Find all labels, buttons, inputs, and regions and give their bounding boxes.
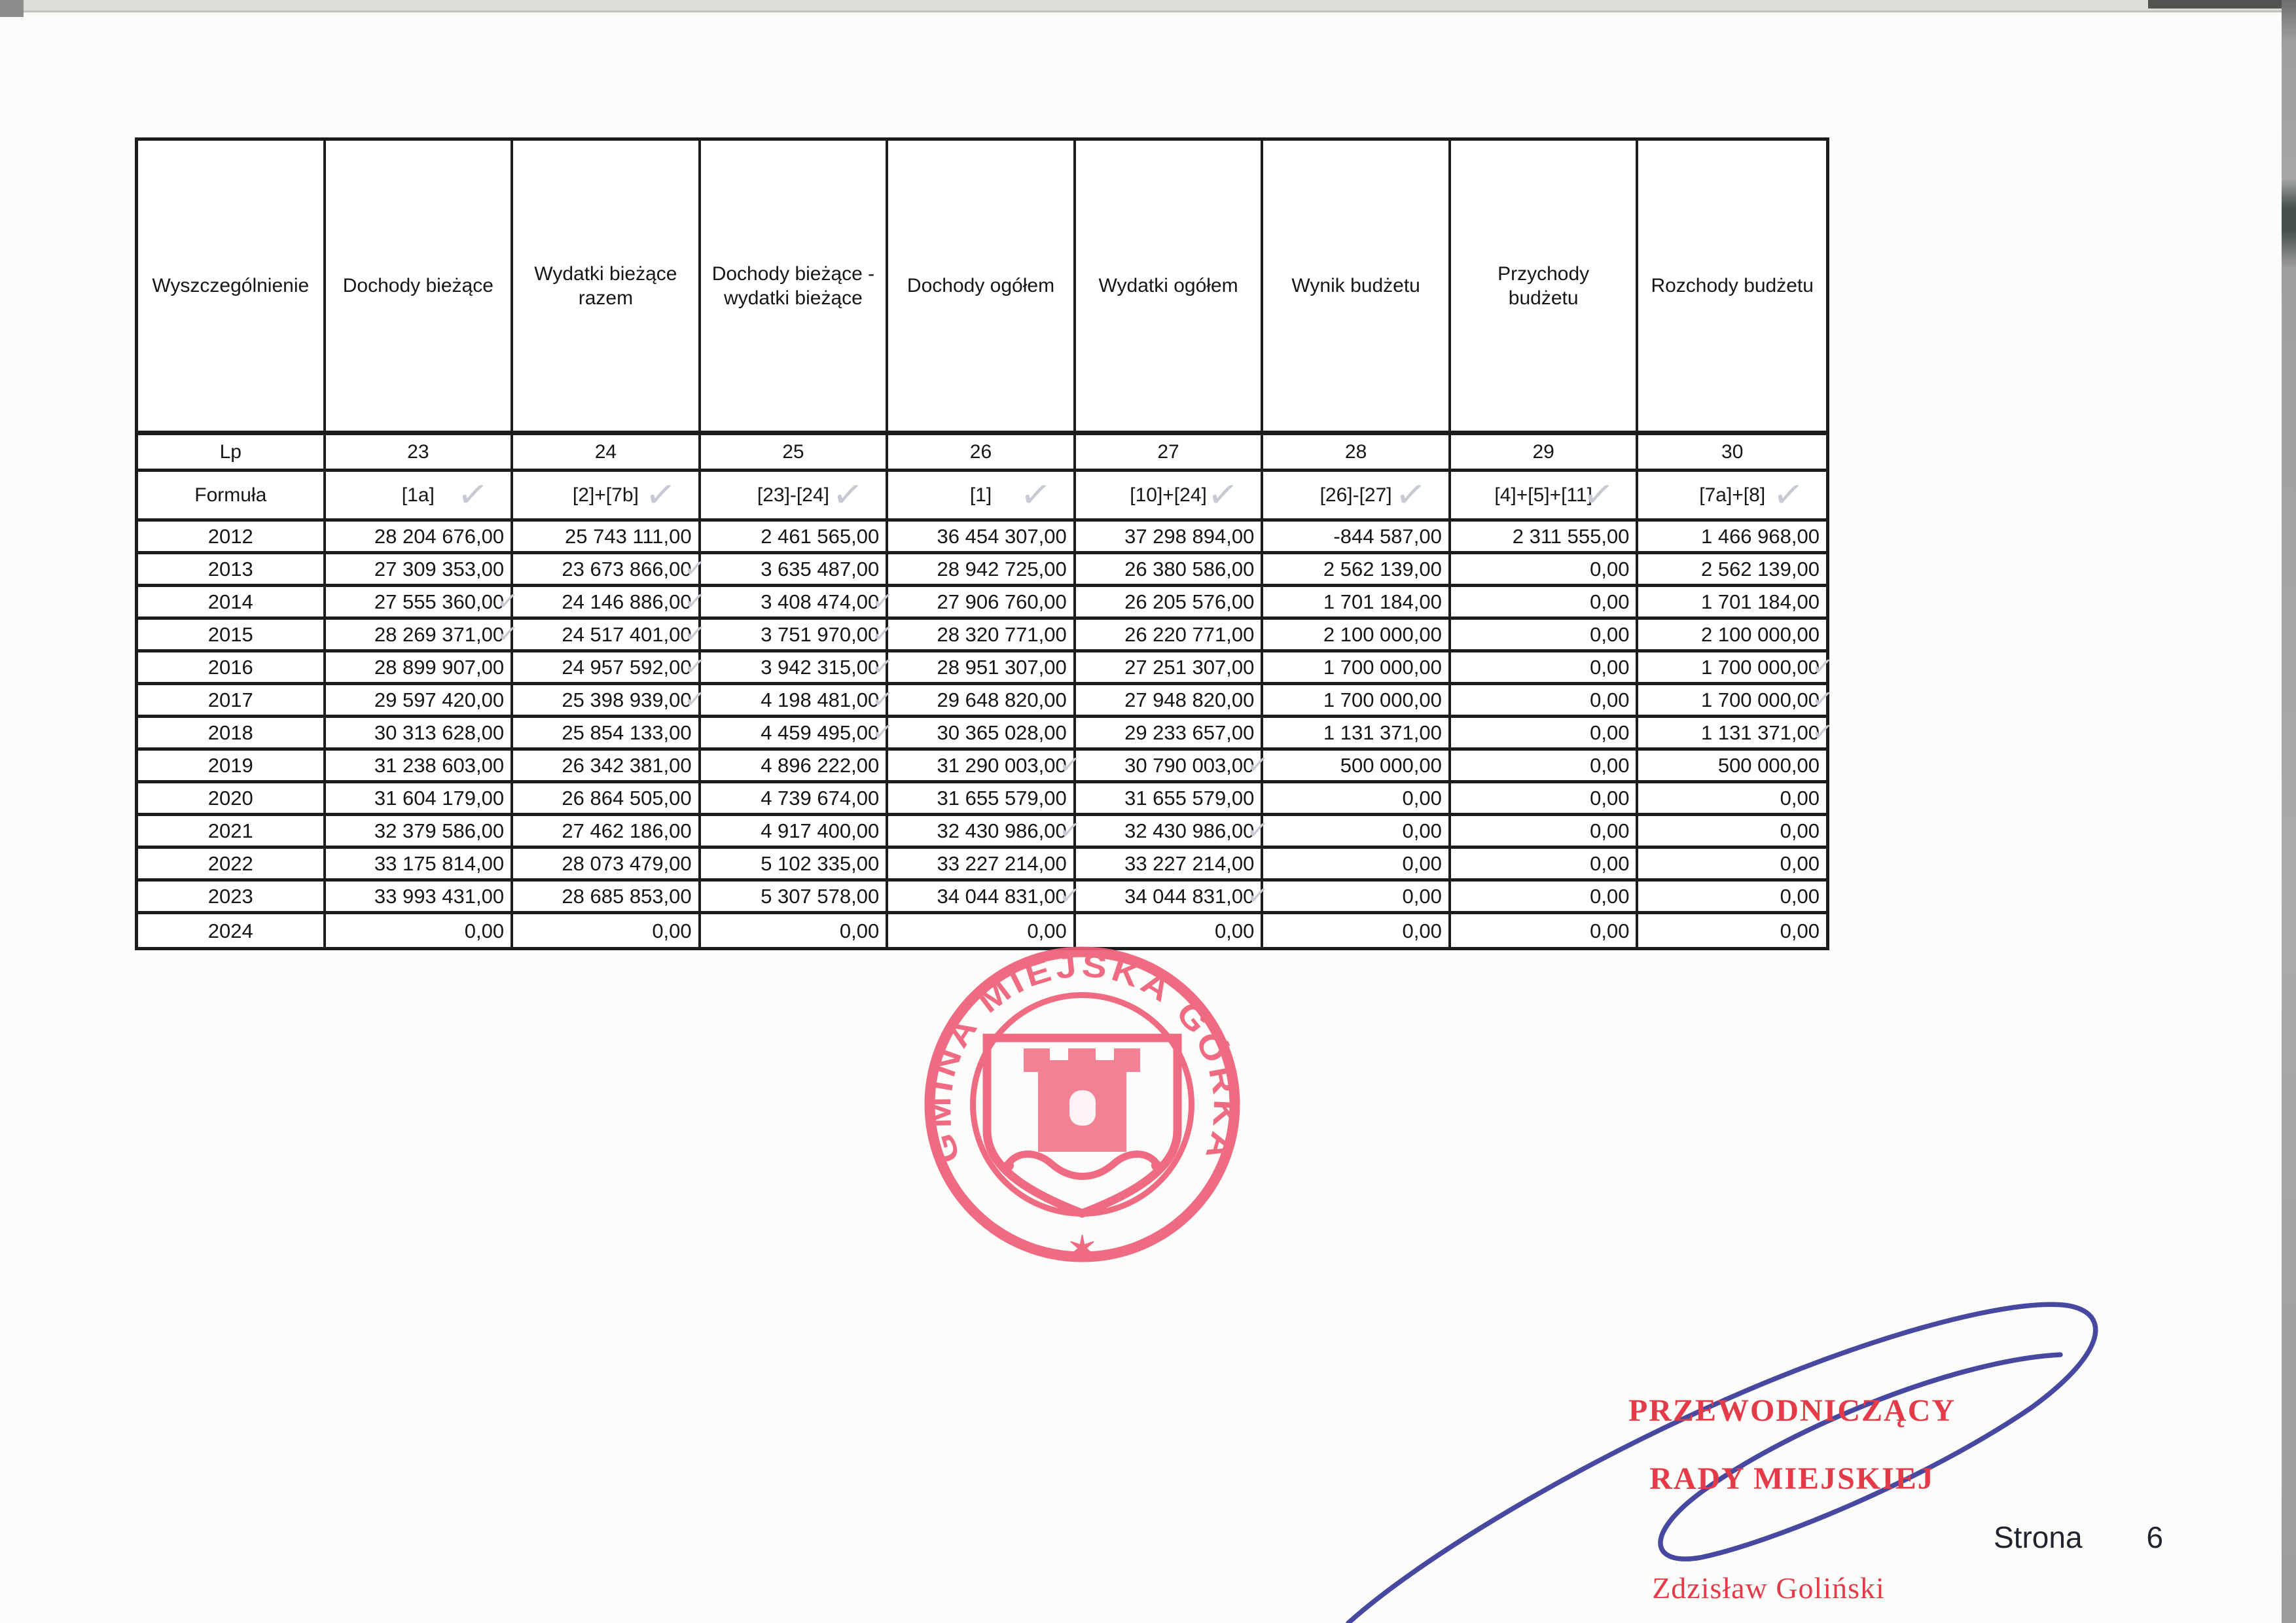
value-cell: 2 562 139,00 (1638, 554, 1826, 587)
stamp-ring-text: GMINA MIEJSKA GÓRKA (921, 946, 1244, 1168)
scan-top-edge (0, 0, 2296, 12)
value-cell: 27 906 760,00 (888, 587, 1076, 620)
pencil-check-mark-icon: ✓ (870, 684, 895, 715)
value-cell: 26 220 771,00 (1076, 620, 1264, 652)
stamp-banner-icon (1007, 1154, 1158, 1177)
column-header: Rozchody budżetu (1638, 141, 1826, 435)
value-cell: 25 398 939,00 ✓ (513, 685, 701, 718)
value-cell: 27 309 353,00 (326, 554, 514, 587)
value-cell: 33 227 214,00 (888, 849, 1076, 882)
value-cell: 3 408 474,00 ✓ (701, 587, 889, 620)
value-cell: 30 365 028,00 (888, 718, 1076, 751)
value-cell: 4 459 495,00 ✓ (701, 718, 889, 751)
value-cell: 0,00 (1263, 849, 1451, 882)
formula-cell: [2]+[7b] ✓ (513, 472, 701, 522)
value-cell: 0,00 (1263, 816, 1451, 849)
pencil-check-mark-icon: ✓ (1058, 815, 1083, 846)
value-cell: 3 942 315,00 ✓ (701, 652, 889, 685)
pencil-check-mark-icon: ✓ (1058, 749, 1083, 781)
value-cell: 0,00 (1451, 685, 1639, 718)
value-cell: 28 685 853,00 (513, 882, 701, 914)
year-cell: 2021 (138, 816, 326, 849)
value-cell: 0,00 (513, 914, 701, 947)
value-cell: 28 951 307,00 (888, 652, 1076, 685)
value-cell: 0,00 (1451, 652, 1639, 685)
value-cell: 1 700 000,00 (1263, 652, 1451, 685)
formula-row-label: Formuła (138, 472, 326, 522)
lp-number-cell: 28 (1263, 435, 1451, 472)
year-cell: 2022 (138, 849, 326, 882)
pencil-check-mark-icon: ✓ (1810, 717, 1836, 748)
value-cell: 3 635 487,00 (701, 554, 889, 587)
value-cell: 28 073 479,00 (513, 849, 701, 882)
year-cell: 2024 (138, 914, 326, 947)
value-cell: 24 146 886,00 ✓ (513, 587, 701, 620)
stamp-banner-end-left (1003, 1160, 1014, 1171)
value-cell: 5 307 578,00 (701, 882, 889, 914)
value-cell: 30 313 628,00 (326, 718, 514, 751)
formula-check-mark-icon: ✓ (1770, 472, 1806, 517)
year-cell: 2019 (138, 751, 326, 783)
value-cell: 1 700 000,00 ✓ (1638, 652, 1826, 685)
value-cell: 28 269 371,00 ✓ (326, 620, 514, 652)
value-cell: 0,00 (1451, 718, 1639, 751)
pencil-check-mark-icon: ✓ (1245, 749, 1270, 781)
value-cell: 0,00 (1451, 620, 1639, 652)
value-cell: 0,00 (1263, 914, 1451, 947)
scan-top-right-corner (2148, 0, 2296, 9)
column-header: Wynik budżetu (1263, 141, 1451, 435)
column-header: Dochody bieżące - wydatki bieżące (701, 141, 889, 435)
pencil-check-mark-icon: ✓ (682, 651, 708, 683)
budget-table (135, 137, 1836, 950)
page-footer (1994, 1520, 2163, 1555)
value-cell: 0,00 (1638, 783, 1826, 816)
stamp-star-icon: ✶ (1067, 1230, 1098, 1269)
formula-cell: [1] ✓ (888, 472, 1076, 522)
value-cell: 0,00 (1780, 919, 1820, 942)
chairman-stamp-title-line2: RADY MIEJSKIEJ (1649, 1461, 1935, 1496)
year-cell: 2020 (138, 783, 326, 816)
pencil-check-mark-icon: ✓ (682, 553, 708, 584)
lp-number-cell: 23 (326, 435, 514, 472)
formula-cell: [1a] ✓ (326, 472, 514, 522)
value-cell: 33 227 214,00 (1076, 849, 1264, 882)
page-number: 6 (2146, 1520, 2164, 1554)
value-cell: 33 993 431,00 (326, 882, 514, 914)
value-cell: 1 701 184,00 (1263, 587, 1451, 620)
value-cell: 0,00 (1451, 849, 1639, 882)
value-cell: 27 251 307,00 (1076, 652, 1264, 685)
column-header: Przychody budżetu (1451, 141, 1639, 435)
year-cell: 2015 (138, 620, 326, 652)
pencil-check-mark-icon: ✓ (1245, 815, 1270, 846)
value-cell: 1 700 000,00 (1263, 685, 1451, 718)
value-cell: 1 131 371,00 ✓ (1638, 718, 1826, 751)
value-cell: 2 100 000,00 (1638, 620, 1826, 652)
formula-check-mark-icon: ✓ (643, 472, 679, 517)
value-cell: 32 379 586,00 (326, 816, 514, 849)
value-cell: 0,00 (701, 914, 889, 947)
value-cell: 0,00 (1263, 783, 1451, 816)
value-cell: 32 430 986,00 ✓ (1076, 816, 1264, 849)
pencil-check-mark-icon: ✓ (1245, 880, 1270, 912)
pencil-check-mark-icon: ✓ (870, 651, 895, 683)
value-cell: 2 100 000,00 (1263, 620, 1451, 652)
value-cell: 32 430 986,00 ✓ (888, 816, 1076, 849)
value-cell: 0,00 (1451, 882, 1639, 914)
value-cell: -844 587,00 (1263, 522, 1451, 554)
formula-check-mark-icon: ✓ (1018, 472, 1054, 517)
value-cell: 24 517 401,00 ✓ (513, 620, 701, 652)
chairman-stamp-title-line1: PRZEWODNICZĄCY (1628, 1393, 1956, 1428)
value-cell: 34 044 831,00 ✓ (888, 882, 1076, 914)
column-header-label: Wyszczególnienie (138, 141, 326, 435)
formula-check-mark-icon: ✓ (455, 472, 491, 517)
value-cell: 31 238 603,00 (326, 751, 514, 783)
value-cell: 4 896 222,00 (701, 751, 889, 783)
value-cell: 34 044 831,00 ✓ (1076, 882, 1264, 914)
value-cell: 27 462 186,00 (513, 816, 701, 849)
column-header: Wydatki ogółem (1076, 141, 1264, 435)
value-cell: 28 899 907,00 (326, 652, 514, 685)
value-cell: 29 648 820,00 (888, 685, 1076, 718)
formula-cell: [10]+[24] ✓ (1076, 472, 1264, 522)
value-cell: 2 461 565,00 (701, 522, 889, 554)
value-cell: 0,00 (1451, 751, 1639, 783)
pencil-check-mark-icon: ✓ (682, 618, 708, 650)
pencil-check-mark-icon: ✓ (870, 717, 895, 748)
formula-check-mark-icon: ✓ (1393, 472, 1429, 517)
pencil-check-mark-icon: ✓ (495, 586, 520, 617)
lp-number-cell: 29 (1451, 435, 1639, 472)
value-cell: 0,00 (1638, 816, 1826, 849)
value-cell: 27 555 360,00 ✓ (326, 587, 514, 620)
value-cell: 26 380 586,00 (1076, 554, 1264, 587)
pencil-check-mark-icon: ✓ (495, 618, 520, 650)
pencil-check-mark-icon: ✓ (870, 618, 895, 650)
column-header: Dochody bieżące (326, 141, 514, 435)
value-cell: 31 604 179,00 (326, 783, 514, 816)
municipal-stamp (914, 936, 1251, 1273)
year-cell: 2023 (138, 882, 326, 914)
value-cell: 3 751 970,00 ✓ (701, 620, 889, 652)
year-cell: 2012 (138, 522, 326, 554)
value-cell: 29 597 420,00 (326, 685, 514, 718)
lp-number-cell: 24 (513, 435, 701, 472)
pencil-check-mark-icon: ✓ (870, 586, 895, 617)
formula-cell: [23]-[24] ✓ (701, 472, 889, 522)
value-cell: 25 854 133,00 (513, 718, 701, 751)
value-cell: 31 290 003,00 ✓ (888, 751, 1076, 783)
year-cell: 2014 (138, 587, 326, 620)
stamp-tower-window (1069, 1090, 1096, 1126)
value-cell: 500 000,00 (1638, 751, 1826, 783)
pencil-check-mark-icon: ✓ (682, 684, 708, 715)
stamp-tower-battlement-icon (1024, 1048, 1140, 1072)
value-cell: 30 790 003,00 ✓ (1076, 751, 1264, 783)
value-cell: 28 320 771,00 (888, 620, 1076, 652)
value-cell: 31 655 579,00 (888, 783, 1076, 816)
value-cell: 1 701 184,00 (1638, 587, 1826, 620)
value-cell: 2 311 555,00 (1451, 522, 1639, 554)
value-cell: 1 466 968,00 (1638, 522, 1826, 554)
formula-check-mark-icon: ✓ (830, 472, 866, 517)
value-cell: 0,00 (1076, 914, 1264, 947)
column-header: Dochody ogółem (888, 141, 1076, 435)
value-cell: 500 000,00 (1263, 751, 1451, 783)
value-cell: 25 743 111,00 (513, 522, 701, 554)
lp-number-cell: 27 (1076, 435, 1264, 472)
value-cell: 28 204 676,00 (326, 522, 514, 554)
formula-check-mark-icon: ✓ (1205, 472, 1241, 517)
lp-number-cell: 26 (888, 435, 1076, 472)
year-cell: 2018 (138, 718, 326, 751)
value-cell: 29 233 657,00 (1076, 718, 1264, 751)
formula-cell: [26]-[27] ✓ (1263, 472, 1451, 522)
value-cell: 0,00 (1263, 882, 1451, 914)
scan-right-edge (2282, 0, 2296, 1623)
value-cell: 4 917 400,00 (701, 816, 889, 849)
formula-cell: [7a]+[8] ✓ (1638, 472, 1826, 522)
value-cell: 28 942 725,00 (888, 554, 1076, 587)
value-cell: 26 864 505,00 (513, 783, 701, 816)
value-cell: 0,00 (888, 914, 1076, 947)
value-cell: 0,00 (1451, 914, 1639, 947)
column-header: Wydatki bieżące razem (513, 141, 701, 435)
value-cell: 0,00 (1451, 554, 1639, 587)
value-cell: 37 298 894,00 (1076, 522, 1264, 554)
value-cell: 36 454 307,00 (888, 522, 1076, 554)
value-cell: 24 957 592,00 ✓ (513, 652, 701, 685)
year-cell: 2017 (138, 685, 326, 718)
year-cell: 2016 (138, 652, 326, 685)
value-cell: 4 739 674,00 (701, 783, 889, 816)
value-cell: 0,00 (1638, 882, 1826, 914)
formula-check-mark-icon: ✓ (1580, 472, 1617, 517)
pencil-check-mark-icon: ✓ (682, 586, 708, 617)
value-cell: 26 205 576,00 (1076, 587, 1264, 620)
value-cell: 31 655 579,00 (1076, 783, 1264, 816)
lp-row-label: Lp (138, 435, 326, 472)
pencil-check-mark-icon: ✓ (1810, 684, 1836, 715)
value-cell: 5 102 335,00 (701, 849, 889, 882)
chairman-stamp-name: Zdzisław Goliński (1652, 1571, 1885, 1605)
value-cell: 0,00 (1451, 587, 1639, 620)
value-cell: 23 673 866,00 ✓ (513, 554, 701, 587)
value-cell: 0,00 (1451, 816, 1639, 849)
scan-top-left-corner (0, 0, 24, 17)
stamp-banner-end-right (1151, 1160, 1162, 1171)
value-cell: 33 175 814,00 (326, 849, 514, 882)
page-footer-label: Strona (1994, 1520, 2083, 1554)
value-cell: 0,00 (1451, 783, 1639, 816)
value-cell: 0,00 (1638, 849, 1826, 882)
value-cell: 27 948 820,00 (1076, 685, 1264, 718)
formula-cell: [4]+[5]+[11] ✓ (1451, 472, 1639, 522)
value-cell: 1 700 000,00 ✓ (1638, 685, 1826, 718)
value-cell: 1 131 371,00 (1263, 718, 1451, 751)
pencil-check-mark-icon: ✓ (1058, 880, 1083, 912)
pencil-check-mark-icon: ✓ (1810, 651, 1836, 683)
lp-number-cell: 30 (1638, 435, 1826, 472)
year-cell: 2013 (138, 554, 326, 587)
value-cell: 2 562 139,00 (1263, 554, 1451, 587)
value-cell: 4 198 481,00 ✓ (701, 685, 889, 718)
value-cell: 0,00 (326, 914, 514, 947)
value-cell: 26 342 381,00 (513, 751, 701, 783)
lp-number-cell: 25 (701, 435, 889, 472)
